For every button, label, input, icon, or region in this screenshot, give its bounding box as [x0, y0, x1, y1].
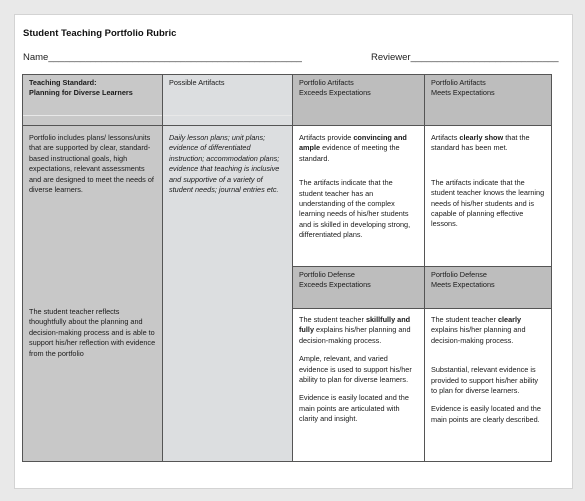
standard-plans-text: Portfolio includes plans/ lessons/units that are supported by clear, standard-based instructional goals, high expectations, relevant assessments and are designed to meet the needs of diverse learners.: [29, 133, 154, 195]
rubric-table: [22, 74, 552, 462]
reviewer-line: ____________________________: [410, 52, 559, 63]
exceeds-artifacts-evidence: Artifacts provide convincing and ample evidence of meeting the standard.: [299, 133, 407, 163]
reviewer-label: Reviewer: [371, 52, 411, 63]
artifacts-meets-cell: [425, 126, 551, 267]
header-standard-line1: Teaching Standard:: [29, 78, 97, 87]
header-artifacts-exceeds: [293, 75, 425, 126]
document-title: Student Teaching Portfolio Rubric: [23, 28, 177, 39]
exceeds-defense-clarity: Evidence is easily located and the main points are articulated with clarity and insight.: [299, 393, 409, 424]
meets-defense-explains: The student teacher clearly explains his/her planning and decision-making process.: [431, 315, 526, 345]
header-standard-line2: Planning for Diverse Learners: [29, 88, 133, 98]
defense-exceeds-line1: Portfolio Defense: [299, 270, 355, 279]
header-defense-meets: [425, 267, 551, 309]
header-exceeds-line1: Portfolio Artifacts: [299, 78, 354, 87]
defense-exceeds-cell: [293, 309, 425, 461]
exceeds-artifacts-understanding: The artifacts indicate that the student teacher has an understanding of the complex learning needs of his/her students and is skilled in developing strong, differentiated plans.: [299, 178, 411, 240]
meets-artifacts-understanding: The artifacts indicate that the student teacher knows the learning needs of his/her students and is capable of planning effective lessons.: [431, 177, 545, 229]
exceeds-defense-evidence: Ample, relevant, and varied evidence is used to support his/her ability to plan for diverse learners.: [299, 354, 412, 385]
header-artifacts-label: Possible Artifacts: [169, 78, 225, 87]
possible-artifacts-text: Daily lesson plans; unit plans; evidence of differentiated instruction; accommodation plans; evidence that teaching is inclusive and supportive of a variety of student needs; journal entries etc.: [169, 133, 280, 195]
header-defense-exceeds: [293, 267, 425, 309]
standard-reflection-text: The student teacher reflects thoughtfully about the planning and decision-making process and is able to support his/her reflection with evidence from the portfolio: [29, 307, 156, 358]
defense-meets-line1: Portfolio Defense: [431, 270, 487, 279]
header-meets-line1: Portfolio Artifacts: [431, 78, 486, 87]
defense-meets-line2: Meets Expectations: [431, 280, 495, 290]
standard-description-cell: [23, 126, 163, 461]
header-meets-line2: Meets Expectations: [431, 88, 495, 98]
ruled-line: [163, 115, 292, 116]
meets-artifacts-evidence: Artifacts clearly show that the standard has been met.: [431, 133, 530, 153]
possible-artifacts-cell: [163, 126, 293, 461]
meets-defense-evidence: Substantial, relevant evidence is provided to support his/her ability to plan for diverse learners.: [431, 365, 539, 396]
exceeds-defense-explains: The student teacher skillfully and fully explains his/her planning and decision-making process.: [299, 315, 411, 345]
defense-exceeds-line2: Exceeds Expectations: [299, 280, 371, 290]
meets-defense-clarity: Evidence is easily located and the main points are clearly described.: [431, 404, 541, 424]
name-line: ________________________________________________: [48, 52, 302, 63]
header-artifacts-meets: [425, 75, 551, 126]
reviewer-field: [371, 52, 559, 63]
artifacts-exceeds-cell: [293, 126, 425, 267]
header-teaching-standard: [23, 75, 163, 126]
header-possible-artifacts: [163, 75, 293, 126]
name-label: Name: [23, 52, 49, 63]
defense-meets-cell: [425, 309, 551, 461]
header-exceeds-line2: Exceeds Expectations: [299, 88, 371, 98]
name-reviewer-row: [23, 52, 559, 63]
ruled-line: [23, 115, 162, 116]
